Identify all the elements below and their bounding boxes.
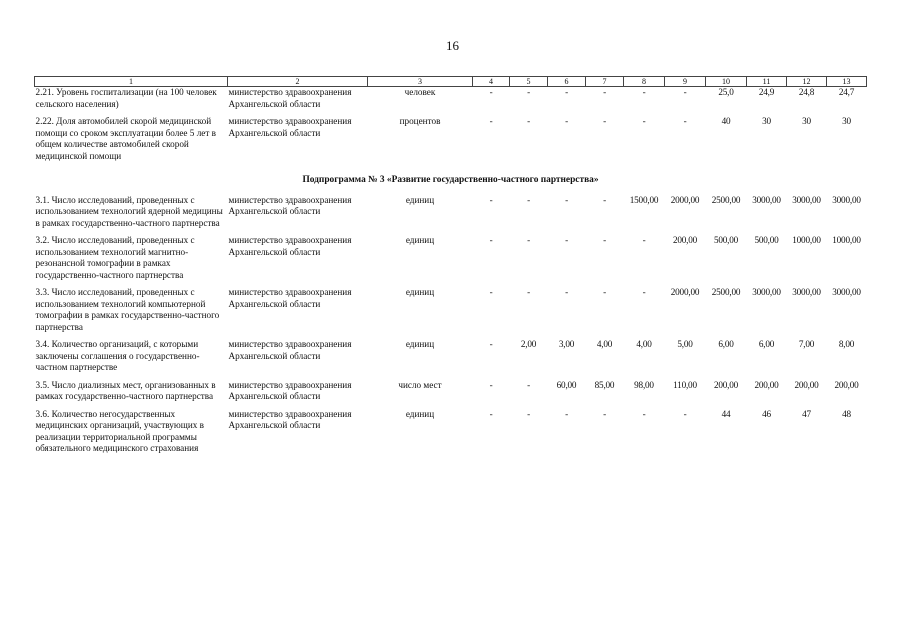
indicator-name: 3.4. Количество организаций, с которыми заключены соглашения о государственно-частном партнерстве (35, 339, 200, 372)
subprogram-heading-row (35, 168, 867, 195)
value-cell: 200,00 (834, 379, 859, 390)
value-cell: - (683, 116, 687, 126)
table-row (35, 409, 867, 461)
value-cell: 1000,00 (792, 235, 821, 245)
value-cell: 3000,00 (792, 194, 821, 205)
indicator-name: 3.3. Число исследований, проведенных с использованием технологий компьютерной томографии в рамках государственно-частного партнерства (35, 287, 220, 332)
value-cell: 6,00 (758, 339, 775, 349)
value-cell: - (683, 408, 687, 419)
executor: министерство здравоохранения Архангельской области (228, 87, 352, 109)
value-cell: 7,00 (798, 339, 815, 349)
table-row (35, 380, 867, 409)
indicator-name: 3.1. Число исследований, проведенных с использованием технологий ядерной медицины в рамках государственно-частного партнерства (35, 194, 223, 228)
value-cell: 2500,00 (711, 287, 741, 297)
value-cell: - (489, 194, 493, 205)
column-number: 1 (35, 77, 228, 87)
unit: единиц (405, 339, 435, 349)
indicator-name: 3.5. Число диализных мест, организованных в рамках государственно-частного партнерства (35, 379, 216, 401)
executor: министерство здравоохранения Архангельской области (228, 235, 352, 257)
value-cell: 3000,00 (832, 287, 861, 297)
executor: министерство здравоохранения Архангельской области (228, 287, 352, 309)
value-cell: - (489, 287, 493, 297)
value-cell: 98,00 (634, 379, 654, 390)
table-row (35, 195, 867, 236)
value-cell: 2000,00 (670, 287, 700, 297)
value-cell: - (603, 194, 606, 205)
column-number: 12 (787, 77, 827, 87)
unit: единиц (405, 194, 435, 205)
column-number: 4 (473, 77, 510, 87)
value-cell: - (489, 408, 493, 419)
value-cell: 200,00 (754, 379, 779, 390)
value-cell: - (603, 235, 606, 245)
value-cell: 47 (802, 408, 811, 419)
value-cell: 24,7 (838, 87, 855, 97)
value-cell: 25,0 (718, 87, 734, 97)
value-cell: 60,00 (556, 379, 577, 390)
value-cell: - (642, 87, 646, 97)
value-cell: - (489, 339, 493, 349)
column-number: 3 (368, 77, 473, 87)
column-number: 7 (586, 77, 624, 87)
value-cell: 8,00 (838, 339, 855, 349)
value-cell: 46 (762, 408, 771, 419)
value-cell: - (565, 408, 568, 419)
executor: министерство здравоохранения Архангельской области (228, 116, 352, 138)
column-number: 2 (228, 77, 368, 87)
value-cell: 3000,00 (752, 287, 781, 297)
value-cell: 30 (802, 116, 811, 126)
rows-after-subprogram (35, 195, 867, 461)
value-cell: 1000,00 (832, 235, 861, 245)
value-cell: 4,00 (636, 339, 652, 349)
value-cell: - (603, 287, 606, 297)
table-row (35, 339, 867, 380)
value-cell: 3000,00 (792, 287, 821, 297)
value-cell: 200,00 (713, 379, 739, 390)
unit: процентов (399, 116, 441, 126)
column-number: 10 (706, 77, 747, 87)
unit: человек (404, 87, 436, 97)
page-number: 16 (446, 38, 459, 53)
executor: министерство здравоохранения Архангельской области (228, 408, 352, 430)
value-cell: - (527, 287, 530, 297)
value-cell: - (565, 87, 568, 97)
value-cell: - (565, 116, 568, 126)
value-cell: - (489, 87, 493, 97)
value-cell: - (565, 287, 568, 297)
value-cell: - (642, 287, 646, 297)
value-cell: 44 (721, 408, 731, 419)
value-cell: 30 (762, 116, 771, 126)
value-cell: - (489, 116, 493, 126)
column-number: 11 (747, 77, 787, 87)
value-cell: - (489, 379, 493, 390)
rows-before-subprogram (35, 87, 867, 169)
value-cell: 3000,00 (832, 194, 861, 205)
unit: число мест (398, 379, 442, 390)
value-cell: 500,00 (713, 235, 739, 245)
unit: единиц (405, 235, 435, 245)
value-cell: - (527, 116, 530, 126)
value-cell: 500,00 (754, 235, 779, 245)
value-cell: 200,00 (794, 379, 819, 390)
column-number: 9 (665, 77, 706, 87)
executor: министерство здравоохранения Архангельской области (228, 379, 352, 401)
value-cell: 5,00 (677, 339, 693, 349)
value-cell: 4,00 (596, 339, 613, 349)
executor: министерство здравоохранения Архангельской области (228, 339, 352, 361)
value-cell: - (527, 408, 530, 419)
value-cell: 2000,00 (670, 194, 700, 205)
value-cell: - (527, 379, 530, 390)
value-cell: - (527, 194, 530, 205)
value-cell: - (603, 408, 606, 419)
value-cell: - (642, 116, 646, 126)
value-cell: 2500,00 (711, 194, 741, 205)
value-cell: 30 (842, 116, 851, 126)
value-cell: 24,9 (758, 87, 775, 97)
value-cell: - (565, 235, 568, 245)
unit: единиц (405, 408, 435, 419)
value-cell: 48 (842, 408, 851, 419)
column-number: 8 (624, 77, 665, 87)
table-row (35, 87, 867, 117)
value-cell: - (527, 235, 530, 245)
column-number: 5 (510, 77, 548, 87)
value-cell: 110,00 (673, 379, 697, 390)
value-cell: - (603, 116, 606, 126)
indicator-name: 3.2. Число исследований, проведенных с использованием технологий магнитно-резонансной томографии в рамках государственно-частного партнерства (35, 235, 195, 280)
value-cell: 200,00 (672, 235, 698, 245)
value-cell: 6,00 (718, 339, 734, 349)
table-row (35, 116, 867, 168)
indicator-name: 2.22. Доля автомобилей скорой медицинской помощи со сроком эксплуатации более 5 лет в общем количестве автомобилей скорой медицинской помощи (35, 116, 217, 161)
column-number: 13 (827, 77, 867, 87)
value-cell: 40 (721, 116, 731, 126)
value-cell: - (489, 235, 493, 245)
column-number-row (35, 77, 867, 87)
executor: министерство здравоохранения Архангельской области (228, 194, 352, 216)
value-cell: 2,00 (520, 339, 537, 349)
value-cell: 1500,00 (629, 194, 659, 205)
subprogram-title: Подпрограмма № 3 «Развитие государственно-частного партнерства» (302, 175, 599, 185)
value-cell: 3,00 (558, 339, 575, 349)
value-cell: - (642, 235, 646, 245)
table-row (35, 287, 867, 339)
value-cell: 3000,00 (752, 194, 781, 205)
value-cell: - (527, 87, 530, 97)
indicator-name: 3.6. Количество негосударственных медицинских организаций, участвующих в реализации территориальной программы обязательного медицинского страхования (35, 408, 204, 453)
value-cell: 24,8 (798, 87, 815, 97)
value-cell: - (603, 87, 606, 97)
value-cell: - (683, 87, 687, 97)
column-number: 6 (548, 77, 586, 87)
value-cell: - (642, 408, 646, 419)
value-cell: - (565, 194, 568, 205)
table-row (35, 235, 867, 287)
indicator-name: 2.21. Уровень госпитализации (на 100 человек сельского населения) (35, 87, 217, 109)
value-cell: 85,00 (594, 379, 615, 390)
unit: единиц (405, 287, 435, 297)
indicators-table (34, 76, 867, 461)
